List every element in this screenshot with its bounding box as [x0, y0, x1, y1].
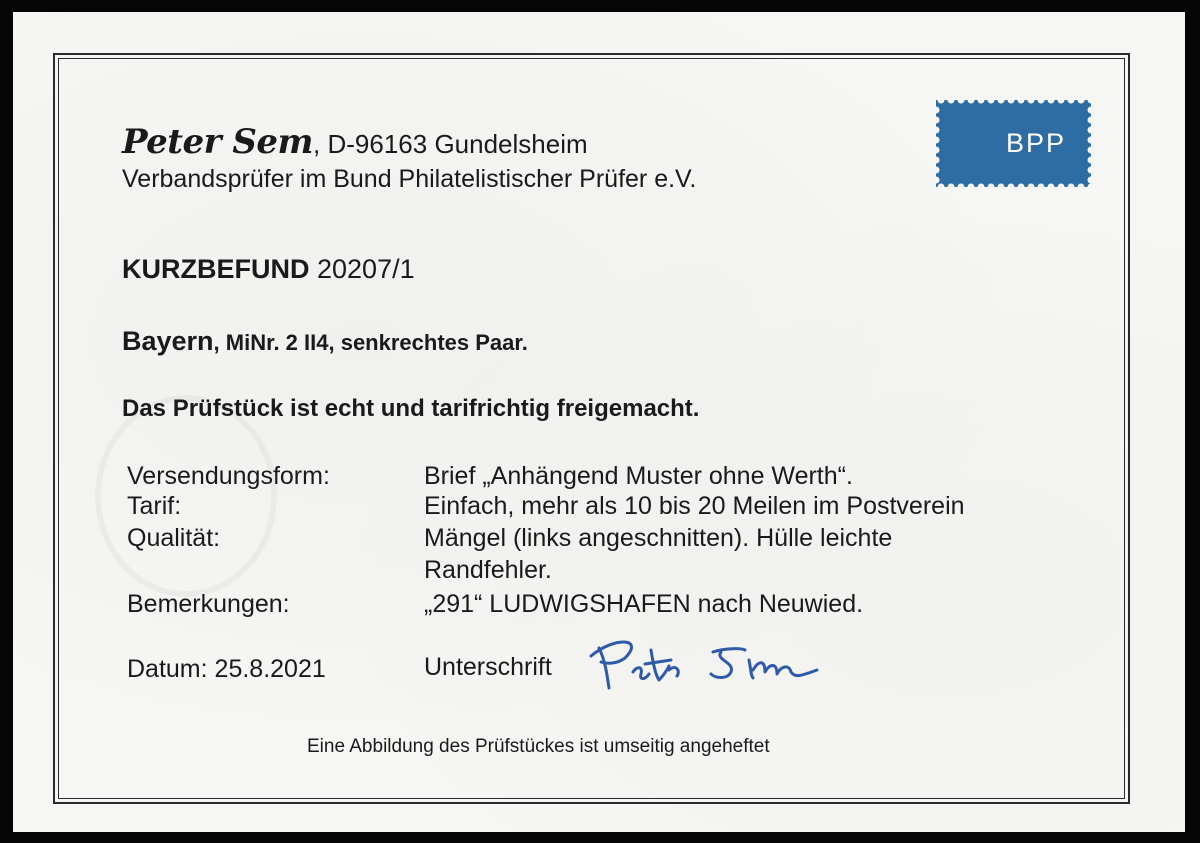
detail-value: „291“ LUDWIGSHAFEN nach Neuwied.: [424, 590, 864, 618]
item-line: [122, 326, 528, 357]
date-line: [127, 655, 326, 684]
issuer-association: Verbandsprüfer im Bund Philatelistischer Prüfer e.V.: [122, 165, 697, 193]
detail-value: Brief „Anhängend Muster ohne Werth“.: [424, 462, 853, 490]
item-country: Bayern: [122, 326, 214, 356]
report-heading: [122, 254, 415, 285]
faint-postmark: [95, 395, 277, 597]
issuer-name: Peter Sem: [122, 122, 314, 162]
footer-note: Eine Abbildung des Prüfstückes ist umseitig angeheftet: [307, 736, 770, 757]
report-number: 20207/1: [317, 254, 415, 284]
detail-value: Randfehler.: [424, 556, 552, 584]
issuer-address: , D-96163 Gundelsheim: [313, 129, 588, 159]
issuer-line: [122, 122, 588, 162]
detail-label: Versendungsform:: [127, 462, 330, 490]
report-title: KURZBEFUND: [122, 254, 310, 284]
detail-value: Mängel (links angeschnitten). Hülle leichte: [424, 524, 893, 552]
bpp-logo-text: BPP: [1005, 128, 1067, 158]
handwritten-signature: [585, 630, 835, 695]
item-description: , MiNr. 2 II4, senkrechtes Paar.: [213, 330, 528, 355]
verdict: Das Prüfstück ist echt und tarifrichtig freigemacht.: [122, 395, 700, 422]
date-value: 25.8.2021: [214, 655, 326, 683]
detail-label: Bemerkungen:: [127, 590, 290, 618]
bpp-logo: [936, 100, 1091, 187]
detail-label: Tarif:: [127, 492, 182, 520]
date-label: Datum:: [127, 655, 208, 683]
signature-label: Unterschrift: [424, 653, 552, 681]
detail-value: Einfach, mehr als 10 bis 20 Meilen im Postverein: [424, 492, 965, 520]
detail-label: Qualität:: [127, 524, 221, 552]
